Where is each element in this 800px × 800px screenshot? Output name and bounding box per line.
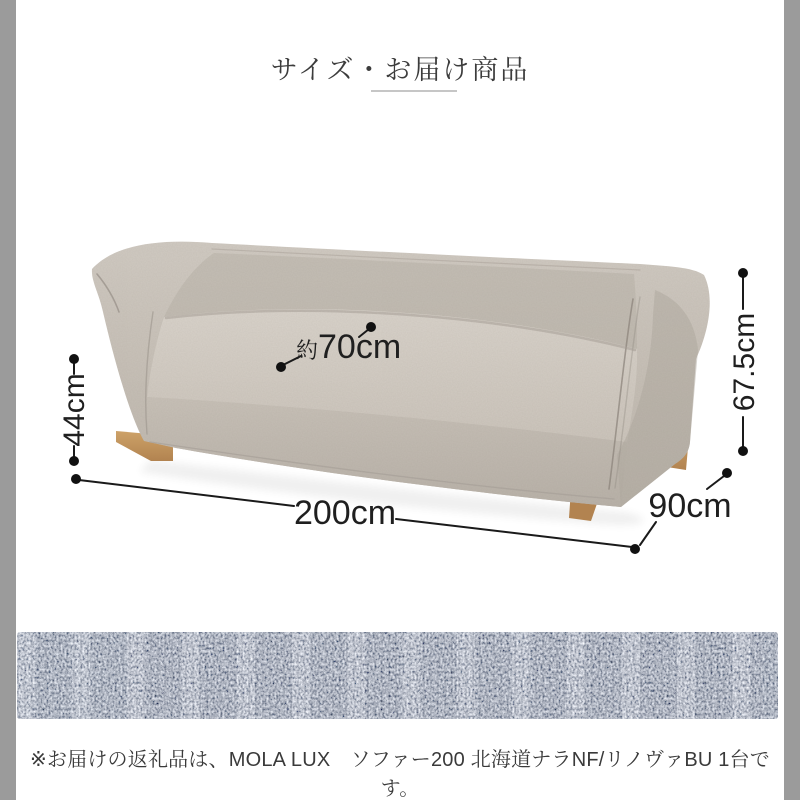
- dimension-dot: [69, 354, 79, 364]
- seat-height-label: 44cm: [58, 373, 91, 447]
- dimension-dot: [71, 474, 81, 484]
- delivery-note: ※お届けの返礼品は、MOLA LUX ソファー200 北海道ナラNF/リノヴァBU 1台です。: [29, 749, 770, 800]
- dimension-dot: [722, 468, 732, 478]
- overall-depth-label: 90cm: [648, 487, 732, 525]
- overall-height-label: 67.5cm: [728, 312, 761, 412]
- dimension-dot: [276, 362, 286, 372]
- sofa-illustration: [80, 230, 730, 525]
- overall-width-label: 200cm: [293, 494, 397, 532]
- dimension-overall-height: [728, 268, 761, 456]
- dimension-dot: [738, 446, 748, 456]
- dimension-dot: [69, 456, 79, 466]
- dimension-dot: [630, 544, 640, 554]
- dimension-seat-height: [58, 354, 91, 466]
- fabric-swatch-texture: [17, 632, 778, 719]
- seat-depth-label: 約70cm: [296, 328, 402, 366]
- page-title: サイズ・お届け商品: [270, 55, 530, 85]
- fabric-swatch: [17, 632, 778, 719]
- dimension-dot: [738, 268, 748, 278]
